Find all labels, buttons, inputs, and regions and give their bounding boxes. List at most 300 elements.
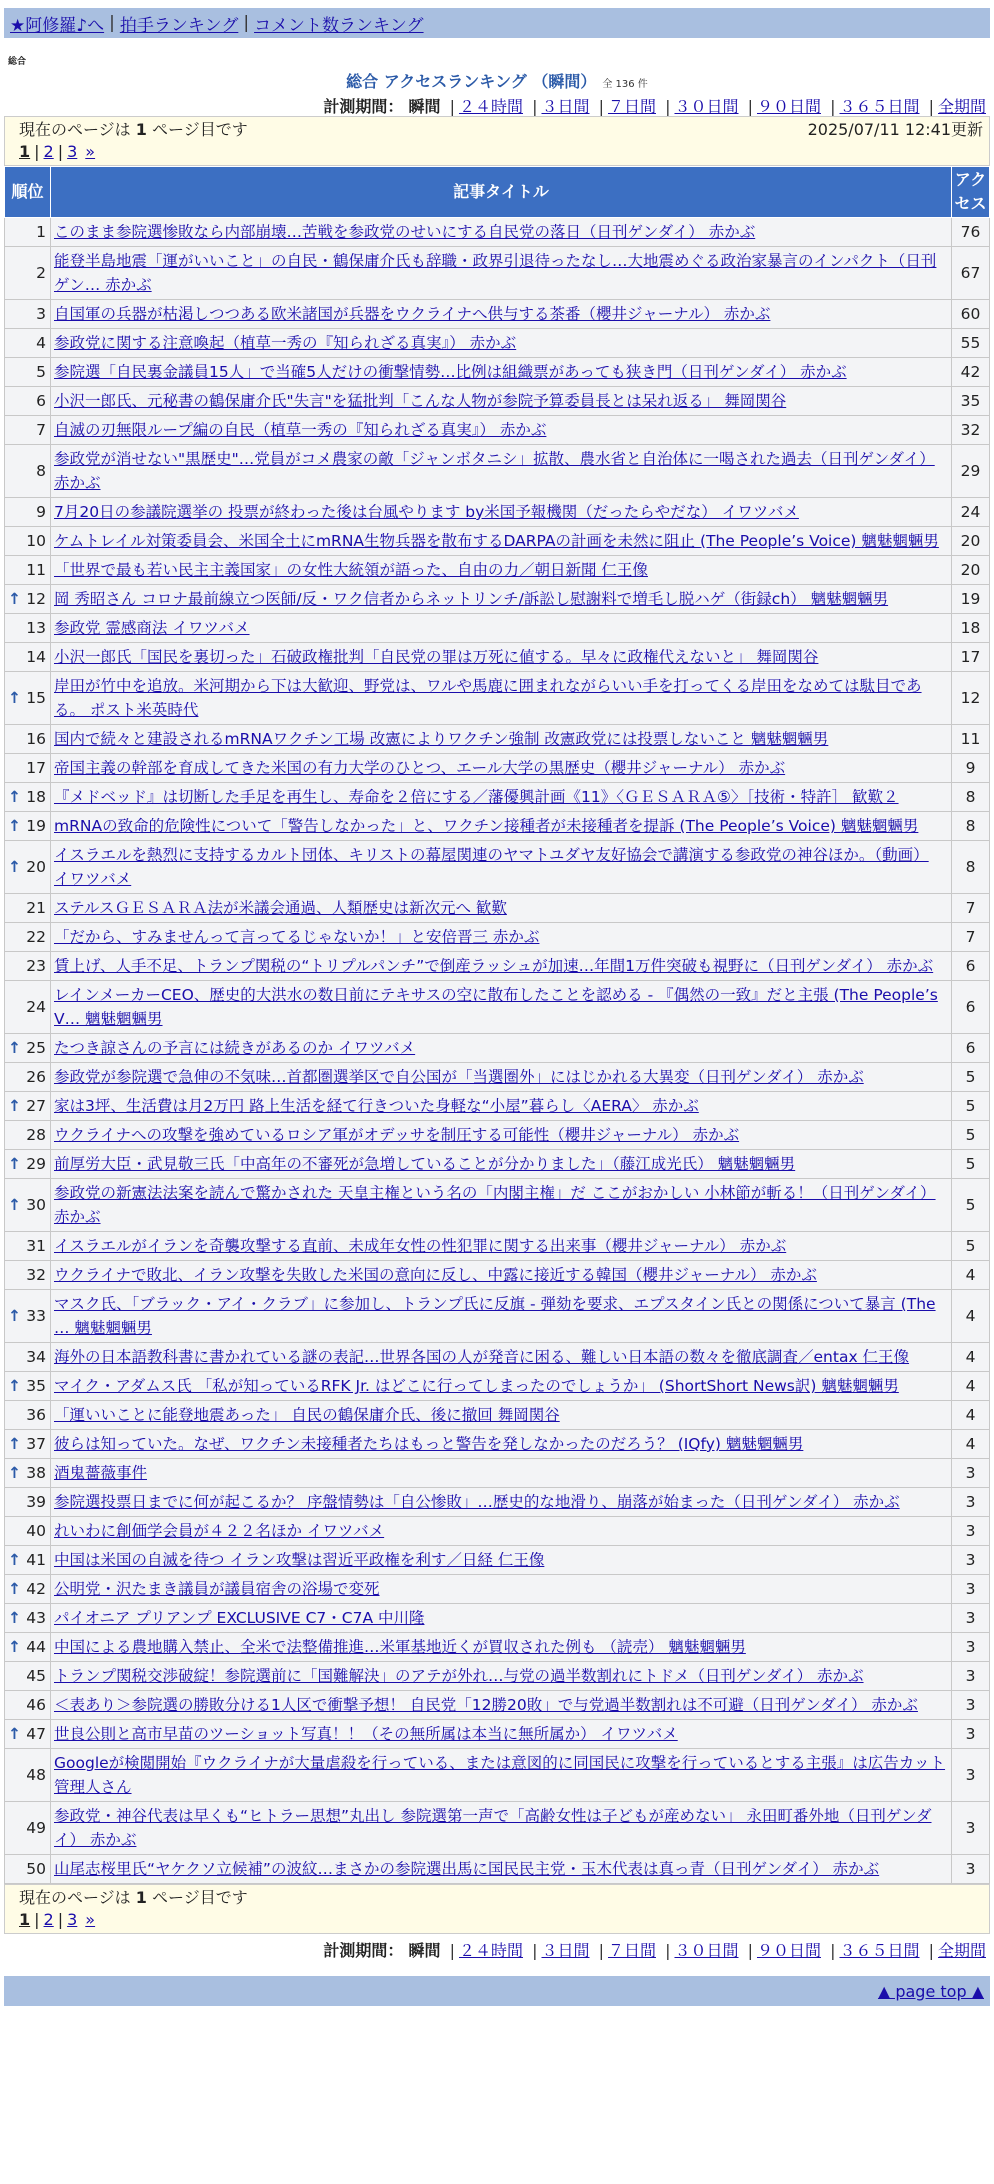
- article-title-link[interactable]: 帝国主義の幹部を育成してきた米国の有力大学のひとつ、エール大学の黒歴史（櫻井ジャーナル） 赤かぶ: [54, 759, 786, 777]
- article-title-link[interactable]: ＜表あり＞参院選の勝敗分ける1人区で衝撃予想！ 自民党「12勝20敗」で与党過半数割れは不可避（日刊ゲンダイ） 赤かぶ: [54, 1696, 918, 1714]
- article-title-link[interactable]: 家は3坪、生活費は月2万円 路上生活を経て行きついた身軽な“小屋”暮らし〈AERA〉 赤かぶ: [54, 1097, 699, 1115]
- article-title-link[interactable]: mRNAの致命的危険性について「警告しなかった」と、ワクチン接種者が未接種者を提訴 (The People’s Voice) 魑魅魍魎男: [54, 817, 919, 835]
- access-count: 3: [952, 1802, 990, 1855]
- access-count: 3: [952, 1633, 990, 1662]
- rank-cell: [5, 672, 51, 725]
- access-count: 29: [952, 445, 990, 498]
- rank-number: 46: [26, 1696, 46, 1714]
- period-selector-top: 計測期間： 瞬間 | ２４時間 | ３日間 | ７日間 | ３０日間 | ９０日間 | ３６５日間 | 全期間: [323, 97, 986, 116]
- access-count: 3: [952, 1488, 990, 1517]
- table-row: [5, 358, 990, 387]
- article-title-link[interactable]: ケムトレイル対策委員会、米国全土にmRNA生物兵器を散布するDARPAの計画を未然に阻止 (The People’s Voice) 魑魅魍魎男: [54, 532, 939, 550]
- article-title-link[interactable]: 能登半島地震「運がいいこと」の自民・鶴保庸介氏も辞職・政界引退待ったなし…大地震めぐる政治家暴言のインパクト（日刊ゲン… 赤かぶ: [54, 252, 937, 294]
- rank-number: 41: [26, 1551, 46, 1569]
- rank-cell: [5, 1517, 51, 1546]
- rank-number: 14: [26, 648, 46, 666]
- table-row: [5, 1034, 990, 1063]
- article-title-link[interactable]: 参院選「自民裏金議員15人」で当確5人だけの衝撃情勢…比例は組織票があっても狭き門（日刊ゲンダイ） 赤かぶ: [54, 363, 847, 381]
- rank-cell: [5, 1290, 51, 1343]
- table-row: [5, 1575, 990, 1604]
- header-rank: 順位: [5, 167, 51, 218]
- title-cell: [51, 218, 952, 247]
- article-title-link[interactable]: 参政党の新憲法法案を読んで驚かされた 天皇主権という名の「内閣主権」だ ここがおかしい 小林節が斬る！（日刊ゲンダイ） 赤かぶ: [54, 1184, 936, 1226]
- rank-up-icon: ↑: [8, 1638, 21, 1656]
- rank-cell: [5, 556, 51, 585]
- rank-number: 44: [26, 1638, 46, 1656]
- table-row: [5, 1121, 990, 1150]
- rank-number: 25: [26, 1039, 46, 1057]
- updated-timestamp: 2025/07/11 12:41更新: [807, 120, 983, 139]
- header-access: アクセス: [952, 167, 990, 218]
- rank-cell: [5, 894, 51, 923]
- access-count: 7: [952, 923, 990, 952]
- article-title-link[interactable]: 中国による農地購入禁止、全米で法整備推進…米軍基地近くが買収された例も （読売） 魑魅魍魎男: [54, 1638, 746, 1656]
- access-count: 8: [952, 812, 990, 841]
- access-count: 5: [952, 1150, 990, 1179]
- period-label: 計測期間：: [323, 97, 404, 116]
- period-link-30d[interactable]: ３０日間: [674, 1941, 739, 1960]
- rank-number: 43: [26, 1609, 46, 1627]
- rank-number: 7: [36, 421, 46, 439]
- access-count: 3: [952, 1855, 990, 1884]
- access-count: 24: [952, 498, 990, 527]
- access-count: 6: [952, 981, 990, 1034]
- rank-number: 13: [26, 619, 46, 637]
- rank-number: 11: [26, 561, 46, 579]
- rank-cell: [5, 1604, 51, 1633]
- rank-number: 2: [36, 264, 46, 282]
- title-cell: [51, 894, 952, 923]
- page-heading: [4, 69, 990, 92]
- rank-up-icon: ↑: [8, 1039, 21, 1057]
- access-count: 18: [952, 614, 990, 643]
- rank-number: 15: [26, 689, 46, 707]
- article-title-link[interactable]: ウクライナへの攻撃を強めているロシア軍がオデッサを制圧する可能性（櫻井ジャーナル） 赤かぶ: [54, 1126, 740, 1144]
- rank-number: 36: [26, 1406, 46, 1424]
- period-label: 計測期間：: [323, 1941, 404, 1960]
- rank-number: 18: [26, 788, 46, 806]
- rank-number: 21: [26, 899, 46, 917]
- rank-cell: [5, 643, 51, 672]
- article-title-link[interactable]: パイオニア プリアンプ EXCLUSIVE C7・C7A 中川隆: [54, 1609, 425, 1627]
- period-link-7d[interactable]: ７日間: [607, 97, 656, 116]
- clap-ranking-link[interactable]: 拍手ランキング: [119, 15, 239, 36]
- rank-number: 34: [26, 1348, 46, 1366]
- access-count: 20: [952, 556, 990, 585]
- title-cell: [51, 387, 952, 416]
- rank-cell: [5, 358, 51, 387]
- access-count: 3: [952, 1604, 990, 1633]
- section-tag: 総合: [8, 57, 27, 67]
- period-link-3d[interactable]: ３日間: [541, 1941, 590, 1960]
- table-row: [5, 445, 990, 498]
- access-count: 3: [952, 1662, 990, 1691]
- article-title-link[interactable]: 参政党が消せない"黒歴史"…党員がコメ農家の敵「ジャンボタニシ」拡散、農水省と自治体に一喝された過去（日刊ゲンダイ） 赤かぶ: [54, 450, 935, 492]
- article-title-link[interactable]: 世良公則と高市早苗のツーショット写真！！（その無所属は本当に無所属か） イワツバメ: [54, 1725, 678, 1743]
- period-link-3d[interactable]: ３日間: [541, 97, 590, 116]
- article-title-link[interactable]: 自滅の刃無限ループ編の自民（植草一秀の『知られざる真実』） 赤かぶ: [54, 421, 547, 439]
- rank-number: 12: [26, 590, 46, 608]
- title-cell: [51, 527, 952, 556]
- table-row: [5, 416, 990, 445]
- access-count: 4: [952, 1372, 990, 1401]
- access-count: 67: [952, 247, 990, 300]
- period-link-90d[interactable]: ９０日間: [756, 1941, 821, 1960]
- title-cell: [51, 1261, 952, 1290]
- rank-number: 22: [26, 928, 46, 946]
- rank-up-icon: ↑: [8, 1155, 21, 1173]
- title-cell: [51, 643, 952, 672]
- article-title-link[interactable]: 7月20日の参議院選挙の 投票が終わった後は台風やります by米国予報機関（だったらやだな） イワツバメ: [54, 503, 799, 521]
- rank-number: 40: [26, 1522, 46, 1540]
- rank-cell: [5, 527, 51, 556]
- title-cell: [51, 1517, 952, 1546]
- article-title-link[interactable]: イスラエルを熱烈に支持するカルト団体、キリストの幕屋関連のヤマトユダヤ友好協会で講演する参政党の神谷ほか。（動画） イワツバメ: [54, 846, 929, 888]
- article-title-link[interactable]: 参院選投票日までに何が起こるか？ 序盤情勢は「自公惨敗」…歴史的な地滑り、崩落が始まった（日刊ゲンダイ） 赤かぶ: [54, 1493, 900, 1511]
- title-cell: [51, 1150, 952, 1179]
- rank-number: 20: [26, 858, 46, 876]
- title-cell: [51, 1034, 952, 1063]
- table-row: [5, 329, 990, 358]
- title-cell: [51, 923, 952, 952]
- rank-number: 10: [26, 532, 46, 550]
- title-cell: [51, 1121, 952, 1150]
- article-title-link[interactable]: れいわに創価学会員が４２２名ほか イワツバメ: [54, 1522, 385, 1540]
- rank-number: 42: [26, 1580, 46, 1598]
- title-cell: [51, 614, 952, 643]
- article-title-link[interactable]: 参政党・神谷代表は早くも“ヒトラー思想”丸出し 参院選第一声で「高齢女性は子どもが産めない」 永田町番外地（日刊ゲンダイ） 赤かぶ: [54, 1807, 932, 1849]
- title-cell: [51, 1488, 952, 1517]
- table-row: [5, 1232, 990, 1261]
- page-title: 総合 アクセスランキング （瞬間）: [346, 72, 597, 91]
- table-row: [5, 672, 990, 725]
- article-title-link[interactable]: マスク氏、「ブラック・アイ・クラブ」に参加し、トランプ氏に反旗 - 弾劾を要求、エプスタイン氏との関係について暴言 (The … 魑魅魍魎男: [54, 1295, 936, 1337]
- table-row: [5, 894, 990, 923]
- title-cell: [51, 416, 952, 445]
- comment-ranking-link[interactable]: コメント数ランキング: [254, 15, 424, 36]
- table-row: [5, 952, 990, 981]
- table-row: [5, 1633, 990, 1662]
- rank-cell: [5, 247, 51, 300]
- rank-cell: [5, 1633, 51, 1662]
- access-count: 11: [952, 725, 990, 754]
- access-count: 5: [952, 1063, 990, 1092]
- rank-up-icon: ↑: [8, 1609, 21, 1627]
- article-title-link[interactable]: 公明党・沢たまき議員が議員宿舎の浴場で変死: [54, 1580, 380, 1598]
- title-cell: [51, 812, 952, 841]
- rank-cell: [5, 1662, 51, 1691]
- pager-page-3[interactable]: 3: [67, 142, 78, 161]
- table-row: [5, 1604, 990, 1633]
- top-nav: [4, 8, 990, 38]
- rank-cell: [5, 416, 51, 445]
- table-row: [5, 614, 990, 643]
- table-row: [5, 1150, 990, 1179]
- pager-page-3[interactable]: 3: [67, 1910, 78, 1929]
- access-count: 60: [952, 300, 990, 329]
- title-cell: [51, 1092, 952, 1121]
- title-cell: [51, 952, 952, 981]
- rank-cell: [5, 1343, 51, 1372]
- table-row: [5, 1459, 990, 1488]
- pager-next[interactable]: »: [85, 142, 96, 161]
- rank-number: 17: [26, 759, 46, 777]
- article-title-link[interactable]: ステルスＧＥＳＡＲＡ法が米議会通過、人類歴史は新次元へ 歓歎: [54, 899, 507, 917]
- table-row: [5, 1749, 990, 1802]
- period-current: 瞬間: [408, 97, 441, 116]
- article-title-link[interactable]: 小沢一郎氏「国民を裏切った」石破政権批判「自民党の罪は万死に値する。早々に政権代えないと」 舞岡関谷: [54, 648, 819, 666]
- rank-cell: [5, 300, 51, 329]
- access-count: 8: [952, 783, 990, 812]
- article-title-link[interactable]: 山尾志桜里氏“ヤケクソ立候補”の波紋…まさかの参院選出馬に国民民主党・玉木代表は真っ青（日刊ゲンダイ） 赤かぶ: [54, 1860, 880, 1878]
- title-cell: [51, 556, 952, 585]
- rank-cell: [5, 1855, 51, 1884]
- table-row: [5, 812, 990, 841]
- rank-cell: [5, 841, 51, 894]
- access-count: 55: [952, 329, 990, 358]
- access-count: 42: [952, 358, 990, 387]
- table-row: [5, 981, 990, 1034]
- period-link-7d[interactable]: ７日間: [607, 1941, 656, 1960]
- article-title-link[interactable]: マイク・アダムス氏 「私が知っているRFK Jr. はどこに行ってしまったのでしょうか」 (ShortShort News訳) 魑魅魍魎男: [54, 1377, 899, 1395]
- rank-up-icon: ↑: [8, 1097, 21, 1115]
- article-title-link[interactable]: 海外の日本語教科書に書かれている謎の表記…世界各国の人が発音に困る、難しい日本語の数々を徹底調査／entax 仁王像: [54, 1348, 910, 1366]
- table-row: [5, 1517, 990, 1546]
- access-count: 7: [952, 894, 990, 923]
- rank-cell: [5, 1261, 51, 1290]
- access-count: 32: [952, 416, 990, 445]
- rank-number: 45: [26, 1667, 46, 1685]
- rank-cell: [5, 1802, 51, 1855]
- nav-separator: |: [243, 13, 250, 33]
- rank-cell: [5, 1430, 51, 1459]
- article-title-link[interactable]: Googleが検閲開始『ウクライナが大量虐殺を行っている、または意図的に同国民に攻撃を行っているとする主張』は広告カット 管理人さん: [54, 1754, 946, 1796]
- table-row: [5, 1546, 990, 1575]
- article-title-link[interactable]: イスラエルがイランを奇襲攻撃する直前、未成年女性の性犯罪に関する出来事（櫻井ジャーナル） 赤かぶ: [54, 1237, 787, 1255]
- page-status: 現在のページは 1 ページ目です: [19, 120, 248, 139]
- title-cell: [51, 1575, 952, 1604]
- access-count: 5: [952, 1179, 990, 1232]
- rank-number: 16: [26, 730, 46, 748]
- table-row: [5, 585, 990, 614]
- pagination-box-bottom: [4, 1884, 990, 1934]
- access-count: 3: [952, 1691, 990, 1720]
- rank-up-icon: ↑: [8, 1464, 21, 1482]
- home-link[interactable]: ★阿修羅♪へ: [10, 15, 105, 36]
- pager-page-2[interactable]: 2: [43, 1910, 54, 1929]
- title-cell: [51, 1343, 952, 1372]
- access-count: 3: [952, 1546, 990, 1575]
- rank-number: 6: [36, 392, 46, 410]
- article-title-link[interactable]: 国内で続々と建設されるmRNAワクチン工場 改憲によりワクチン強制 改憲政党には投票しないこと 魑魅魍魎男: [54, 730, 829, 748]
- period-link-all[interactable]: 全期間: [937, 1941, 986, 1960]
- rank-up-icon: ↑: [8, 1196, 21, 1214]
- rank-cell: [5, 218, 51, 247]
- table-row: [5, 1372, 990, 1401]
- rank-cell: [5, 1575, 51, 1604]
- period-link-24h[interactable]: ２４時間: [458, 97, 523, 116]
- article-title-link[interactable]: 岡 秀昭さん コロナ最前線立つ医師/反・ワク信者からネットリンチ/訴訟し慰謝料で増毛し脱ハゲ（街録ch） 魑魅魍魎男: [54, 590, 889, 608]
- article-title-link[interactable]: 小沢一郎氏、元秘書の鶴保庸介氏"失言"を猛批判「こんな人物が参院予算委員長とは呆れ返る」 舞岡関谷: [54, 392, 787, 410]
- total-count: 全 136 件: [602, 79, 648, 90]
- rank-number: 29: [26, 1155, 46, 1173]
- article-title-link[interactable]: 賃上げ、人手不足、トランプ関税の“トリプルパンチ”で倒産ラッシュが加速…年間1万件突破も視野に（日刊ゲンダイ） 赤かぶ: [54, 957, 934, 975]
- article-title-link[interactable]: たつき諒さんの予言には続きがあるのか イワツバメ: [54, 1039, 416, 1057]
- rank-up-icon: ↑: [8, 817, 21, 835]
- rank-cell: [5, 1092, 51, 1121]
- article-title-link[interactable]: 参政党 霊感商法 イワツバメ: [54, 619, 250, 637]
- rank-cell: [5, 725, 51, 754]
- article-title-link[interactable]: 参政党に関する注意喚起（植草一秀の『知られざる真実』） 赤かぶ: [54, 334, 517, 352]
- article-title-link[interactable]: 前厚労大臣・武見敬三氏「中高年の不審死が急増していることが分かりました」（藤江成光氏） 魑魅魍魎男: [54, 1155, 796, 1173]
- table-row: [5, 1802, 990, 1855]
- title-cell: [51, 358, 952, 387]
- access-count: 4: [952, 1343, 990, 1372]
- rank-up-icon: ↑: [8, 590, 21, 608]
- article-title-link[interactable]: 酒鬼薔薇事件: [54, 1464, 148, 1482]
- table-row: [5, 498, 990, 527]
- page-top-link[interactable]: ▲ page top ▲: [877, 1981, 984, 2001]
- pager-current: 1: [19, 142, 31, 161]
- article-title-link[interactable]: 中国は米国の自滅を待つ イラン攻撃は習近平政権を利す／日経 仁王像: [54, 1551, 545, 1569]
- pager-page-2[interactable]: 2: [43, 142, 54, 161]
- rank-number: 38: [26, 1464, 46, 1482]
- rank-number: 31: [26, 1237, 46, 1255]
- article-title-link[interactable]: 「世界で最も若い民主主義国家」の女性大統領が語った、自由の力／朝日新聞 仁王像: [54, 561, 648, 579]
- article-title-link[interactable]: 「だから、すみませんって言ってるじゃないか！」と安倍晋三 赤かぶ: [54, 928, 540, 946]
- pager: 1 | 2 | 3 »: [19, 1910, 96, 1929]
- table-row: [5, 754, 990, 783]
- period-link-365d[interactable]: ３６５日間: [839, 97, 920, 116]
- title-cell: [51, 1633, 952, 1662]
- table-row: [5, 643, 990, 672]
- rank-up-icon: ↑: [8, 1307, 21, 1325]
- title-cell: [51, 841, 952, 894]
- rank-number: 23: [26, 957, 46, 975]
- rank-cell: [5, 614, 51, 643]
- table-row: [5, 1401, 990, 1430]
- access-count: 9: [952, 754, 990, 783]
- rank-number: 19: [26, 817, 46, 835]
- title-cell: [51, 1063, 952, 1092]
- period-link-365d[interactable]: ３６５日間: [839, 1941, 920, 1960]
- table-row: [5, 1343, 990, 1372]
- rank-number: 35: [26, 1377, 46, 1395]
- rank-cell: [5, 1179, 51, 1232]
- rank-number: 8: [36, 462, 46, 480]
- title-cell: [51, 1720, 952, 1749]
- rank-cell: [5, 923, 51, 952]
- rank-cell: [5, 1546, 51, 1575]
- access-count: 5: [952, 1232, 990, 1261]
- access-count: 5: [952, 1092, 990, 1121]
- rank-cell: [5, 783, 51, 812]
- rank-cell: [5, 1749, 51, 1802]
- table-row: [5, 1261, 990, 1290]
- period-link-90d[interactable]: ９０日間: [756, 97, 821, 116]
- access-count: 3: [952, 1517, 990, 1546]
- title-cell: [51, 981, 952, 1034]
- article-title-link[interactable]: ウクライナで敗北、イラン攻撃を失敗した米国の意向に反し、中露に接近する韓国（櫻井ジャーナル） 赤かぶ: [54, 1266, 817, 1284]
- title-cell: [51, 754, 952, 783]
- title-cell: [51, 585, 952, 614]
- title-cell: [51, 1430, 952, 1459]
- access-count: 3: [952, 1720, 990, 1749]
- period-link-24h[interactable]: ２４時間: [458, 1941, 523, 1960]
- access-count: 6: [952, 1034, 990, 1063]
- rank-cell: [5, 1150, 51, 1179]
- rank-up-icon: ↑: [8, 1725, 21, 1743]
- period-link-30d[interactable]: ３０日間: [674, 97, 739, 116]
- article-title-link[interactable]: 『メドベッド』は切断した手足を再生し、寿命を２倍にする／藩優興計画《11》〈ＧＥＳＡＲＡ⑤〉［技術・特許］ 歓歎２: [54, 788, 899, 806]
- article-title-link[interactable]: 「運いいことに能登地震あった」 自民の鶴保庸介氏、後に撤回 舞岡関谷: [54, 1406, 560, 1424]
- header-title: 記事タイトル: [51, 167, 952, 218]
- table-row: [5, 1063, 990, 1092]
- access-count: 4: [952, 1401, 990, 1430]
- rank-cell: [5, 812, 51, 841]
- table-row: [5, 841, 990, 894]
- title-cell: [51, 498, 952, 527]
- title-cell: [51, 247, 952, 300]
- access-count: 35: [952, 387, 990, 416]
- pager-current: 1: [19, 1910, 31, 1929]
- article-title-link[interactable]: 参政党が参院選で急伸の不気味…首都圏選挙区で自公国が「当選圏外」にはじかれる大異変（日刊ゲンダイ） 赤かぶ: [54, 1068, 864, 1086]
- period-link-all[interactable]: 全期間: [937, 97, 986, 116]
- article-title-link[interactable]: 自国軍の兵器が枯渇しつつある欧米諸国が兵器をウクライナへ供与する茶番（櫻井ジャーナル） 赤かぶ: [54, 305, 771, 323]
- article-title-link[interactable]: このまま参院選惨敗なら内部崩壊…苦戦を参政党のせいにする自民党の落日（日刊ゲンダイ） 赤かぶ: [54, 223, 756, 241]
- table-header-row: [5, 167, 990, 218]
- rank-number: 39: [26, 1493, 46, 1511]
- rank-cell: [5, 981, 51, 1034]
- table-row: [5, 218, 990, 247]
- table-row: [5, 1430, 990, 1459]
- title-cell: [51, 1691, 952, 1720]
- pager-next[interactable]: »: [85, 1910, 96, 1929]
- table-row: [5, 1092, 990, 1121]
- rank-up-icon: ↑: [8, 1580, 21, 1598]
- rank-number: 28: [26, 1126, 46, 1144]
- access-count: 4: [952, 1261, 990, 1290]
- rank-number: 47: [26, 1725, 46, 1743]
- access-count: 4: [952, 1290, 990, 1343]
- table-row: [5, 923, 990, 952]
- rank-up-icon: ↑: [8, 788, 21, 806]
- footer-bar: [4, 1976, 990, 2006]
- pagination-box-top: [4, 116, 990, 166]
- rank-cell: [5, 329, 51, 358]
- access-count: 20: [952, 527, 990, 556]
- access-count: 3: [952, 1749, 990, 1802]
- title-cell: [51, 1604, 952, 1633]
- rank-number: 1: [36, 223, 46, 241]
- title-cell: [51, 1662, 952, 1691]
- rank-cell: [5, 754, 51, 783]
- article-title-link[interactable]: 岸田が竹中を追放。米河期から下は大歓迎、野党は、ワルや馬鹿に囲まれながらいい手を打ってくる岸田をなめては駄目である。 ポスト米英時代: [54, 677, 922, 719]
- rank-cell: [5, 387, 51, 416]
- rank-up-icon: ↑: [8, 689, 21, 707]
- article-title-link[interactable]: レインメーカーCEO、歴史的大洪水の数日前にテキサスの空に散布したことを認める - 『偶然の一致』だと主張 (The People’s V… 魑魅魍魎男: [54, 986, 938, 1028]
- rank-cell: [5, 1063, 51, 1092]
- ranking-table: [4, 166, 990, 1884]
- title-cell: [51, 1749, 952, 1802]
- rank-number: 33: [26, 1307, 46, 1325]
- access-count: 8: [952, 841, 990, 894]
- table-row: [5, 1662, 990, 1691]
- article-title-link[interactable]: トランプ関税交渉破綻！参院選前に「国難解決」のアテが外れ…与党の過半数割れにトドメ（日刊ゲンダイ） 赤かぶ: [54, 1667, 864, 1685]
- table-row: [5, 1691, 990, 1720]
- article-title-link[interactable]: 彼らは知っていた。なぜ、ワクチン未接種者たちはもっと警告を発しなかったのだろう？ (IQfy) 魑魅魍魎男: [54, 1435, 804, 1453]
- table-row: [5, 725, 990, 754]
